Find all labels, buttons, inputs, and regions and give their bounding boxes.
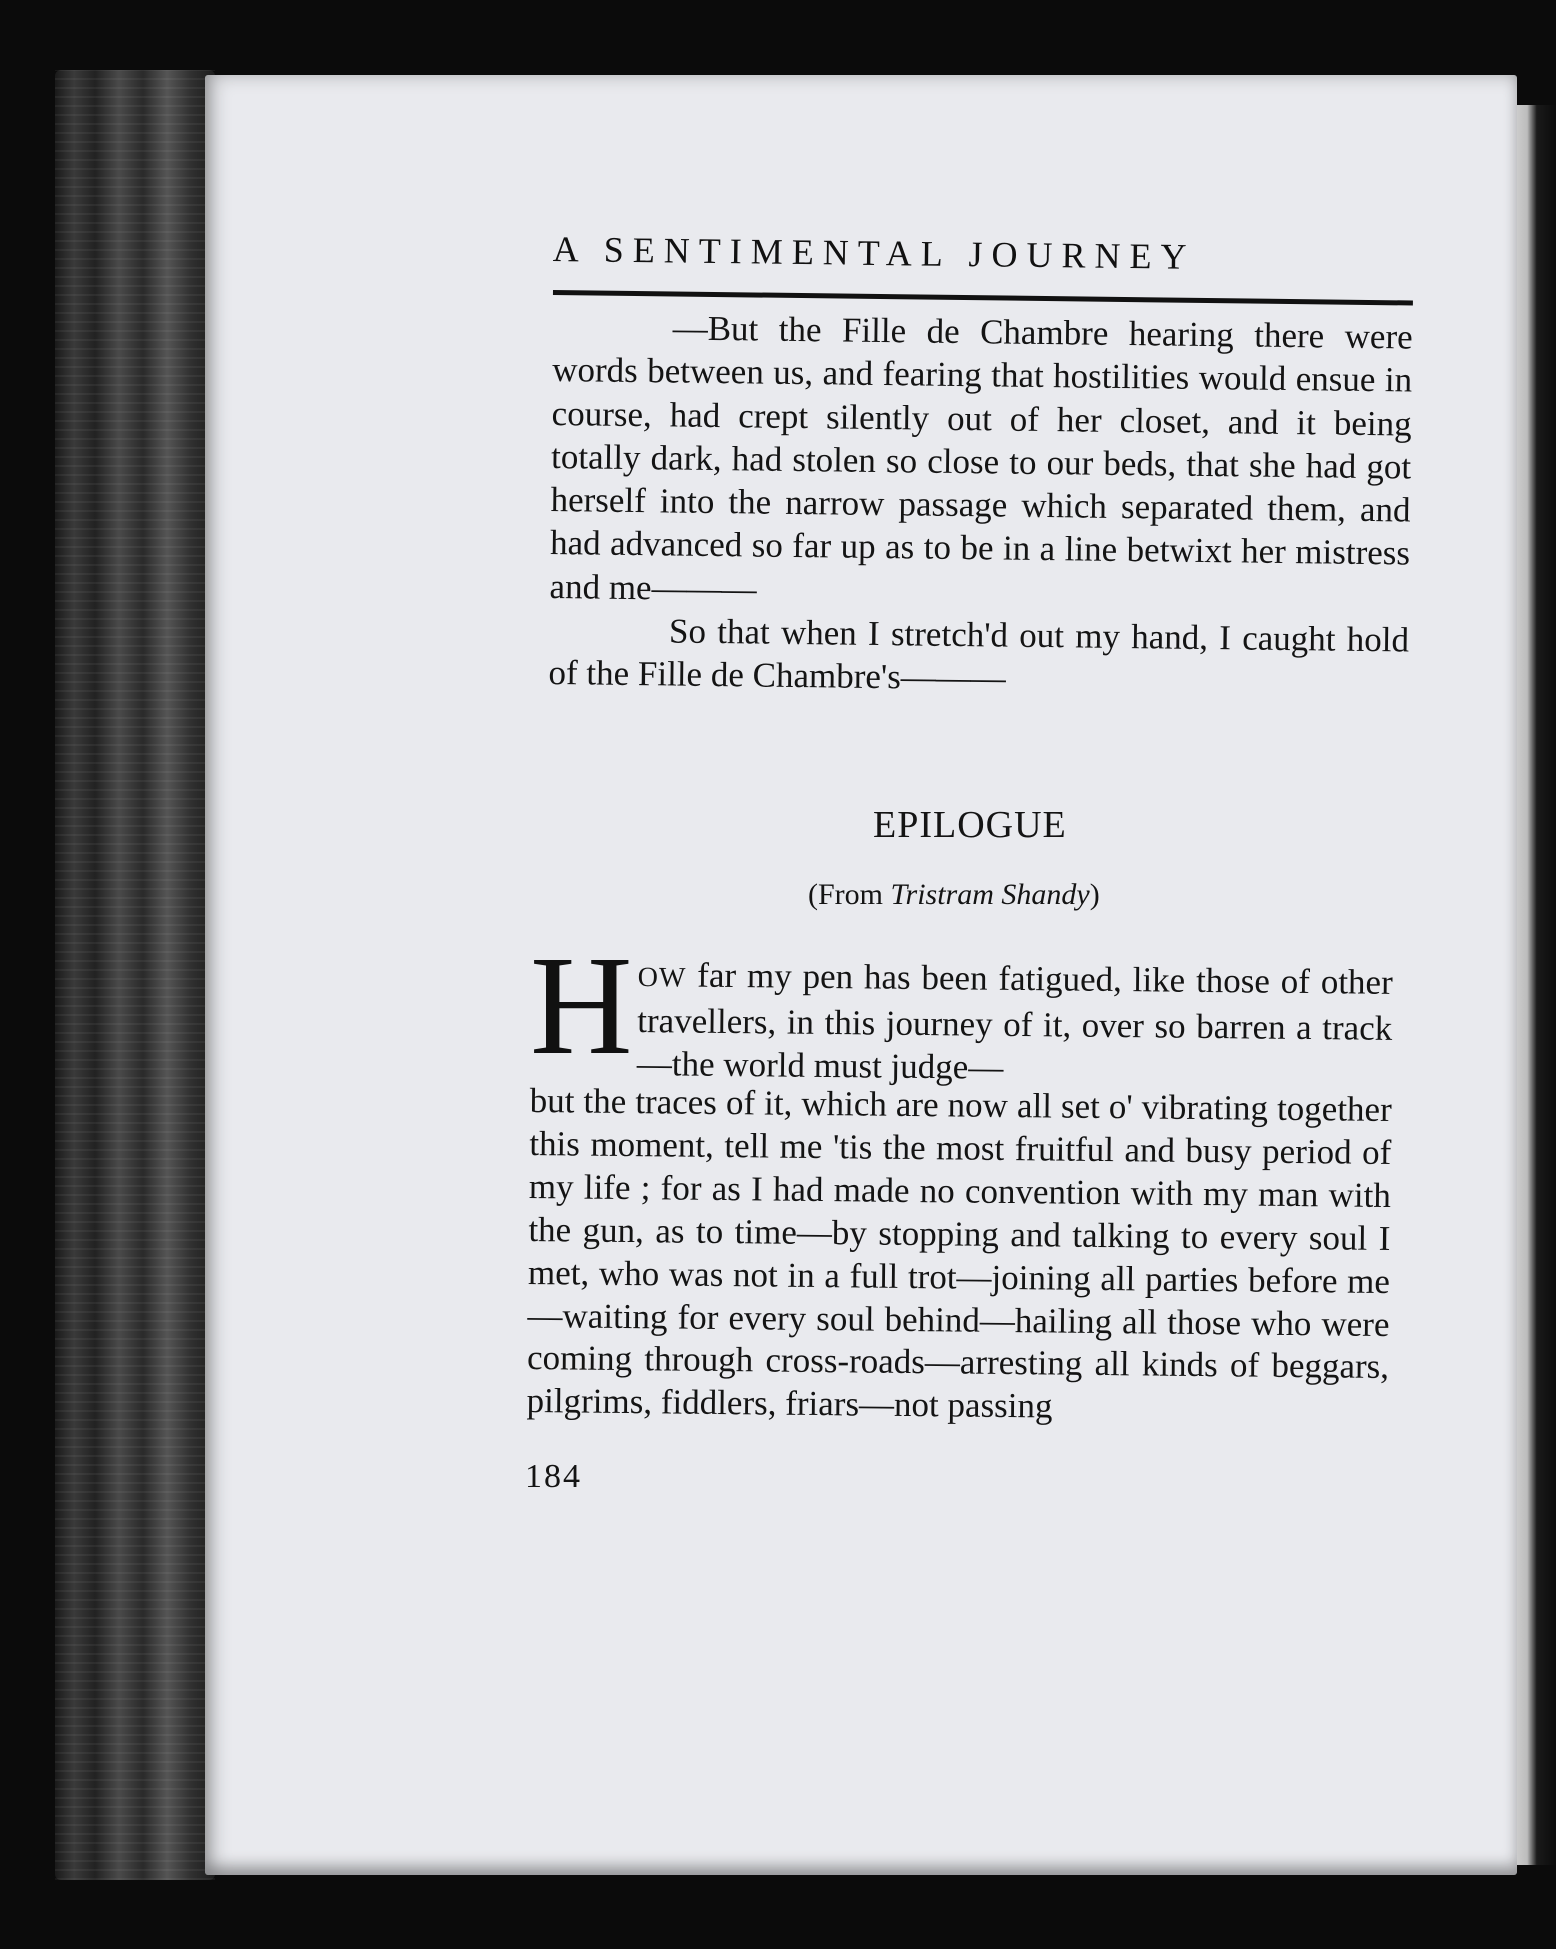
page-number: 184: [525, 1458, 582, 1495]
epilogue-source: [808, 878, 1100, 912]
continuation-paragraph-1: —But the Fille de Chambre hearing there were words between us, and fearing that hostilities would ensue in course, had crept silently out of her closet, and it being totally dark, had stolen so close to our beds, that she had got herself into the narrow passage which separated them, and had advanced so far up as to be in a line betwixt her mistress and me———: [549, 308, 1413, 609]
source-prefix: (From: [808, 878, 891, 911]
epilogue-heading: EPILOGUE: [873, 804, 1067, 846]
continuation-text: [548, 305, 1413, 705]
lead-small-caps: OW: [637, 961, 687, 994]
running-head: A SENTIMENTAL JOURNEY: [552, 228, 1196, 277]
continuation-paragraph-2: So that when I stretch'd out my hand, I caught hold of the Fille de Chambre's———: [548, 611, 1410, 698]
source-suffix: ): [1089, 878, 1100, 911]
lead-text: far my pen has been fatigued, like those of other travellers, in this journey of it, over so barren a track—the world must judge—: [636, 955, 1393, 1087]
book-spine-edge: [55, 70, 215, 1880]
source-title: Tristram Shandy: [890, 878, 1090, 911]
epilogue-lead: [637, 953, 1393, 1093]
epilogue-body: but the traces of it, which are now all set o' vibrating together this moment, tell me 'tis the most fruitful and busy period of my life ; for as I had made no convention with my man with the gun, as to time—by stopping and talking to every soul I met, who was not in a full trot—joining all parties before me —waiting for every soul behind—hailing all those who were coming through cross-roads—arresting all kinds of beggars, pilgrims, fiddlers, friars—not passing: [526, 1081, 1392, 1426]
drop-cap: H: [530, 926, 633, 1084]
